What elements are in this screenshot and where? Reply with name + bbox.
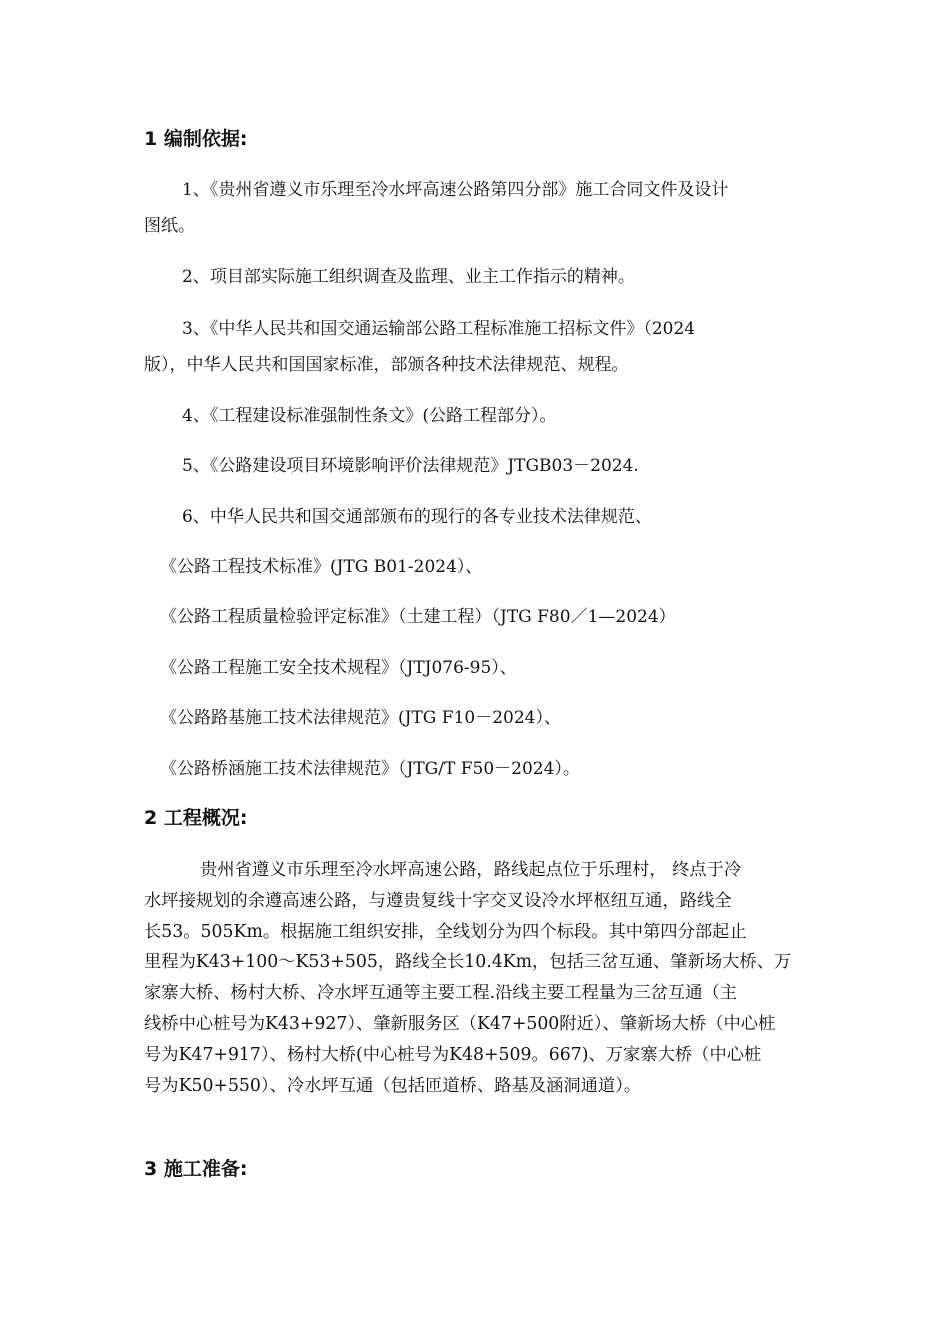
standard-reference: 《公路路基施工技术法律规范》(JTG F10－2024）、 [160,708,561,728]
section-3-heading: 3 施工准备: [144,1158,248,1180]
basis-item-2: 2、项目部实际施工组织调查及监理、业主工作指示的精神。 [182,267,635,287]
overview-line: 号为K47+917）、杨村大桥(中心桩号为K48+509。667)、万家寨大桥（中心桩 [144,1044,762,1065]
overview-line: 号为K50+550）、冷水坪互通（包括匝道桥、路基及涵洞通道）。 [144,1075,642,1096]
overview-line: 线桥中心桩号为K43+927）、肇新服务区（K47+500附近）、肇新场大桥（中心桩 [144,1013,776,1034]
standard-reference: 《公路工程技术标准》(JTG B01-2024）、 [160,557,483,577]
basis-item-1-line-2: 图纸。 [144,216,195,236]
basis-item-4: 4、《工程建设标准强制性条文》(公路工程部分）。 [182,406,557,426]
overview-line: 家寨大桥、杨村大桥、冷水坪互通等主要工程.沿线主要工程量为三岔互通（主 [144,983,738,1004]
overview-line: 贵州省遵义市乐理至冷水坪高速公路，路线起点位于乐理村， 终点于冷 [200,860,742,880]
standard-reference: 《公路工程质量检验评定标准》（土建工程）（JTG F80／1—2024） [160,607,676,627]
section-2-heading: 2 工程概况: [144,807,248,829]
standard-reference: 《公路工程施工安全技术规程》（JTJ076-95）、 [160,658,517,678]
overview-line: 里程为K43+100～K53+505，路线全长10.4Km，包括三岔互通、肇新场大桥、万 [144,952,792,973]
basis-item-5: 5、《公路建设项目环境影响评价法律规范》JTGB03－2024. [182,456,639,476]
basis-item-3-line-1: 3、《中华人民共和国交通运输部公路工程标准施工招标文件》（2024 [182,319,696,339]
overview-line: 长53。505Km。根据施工组织安排，全线划分为四个标段。其中第四分部起止 [144,921,747,942]
project-overview-paragraph [144,855,806,1101]
standard-reference: 《公路桥涵施工技术法律规范》（JTG/T F50－2024）。 [160,759,580,779]
basis-item-1-line-1: 1、《贵州省遵义市乐理至冷水坪高速公路第四分部》施工合同文件及设计 [182,180,729,200]
overview-line: 水坪接规划的余遵高速公路，与遵贵复线十字交叉设冷水坪枢纽互通，路线全 [144,890,732,911]
basis-item-3-line-2: 版），中华人民共和国国家标准，部颁各种技术法律规范、规程。 [144,355,629,375]
section-1-heading: 1 编制依据: [144,128,248,150]
basis-item-6: 6、中华人民共和国交通部颁布的现行的各专业技术法律规范、 [182,507,652,527]
